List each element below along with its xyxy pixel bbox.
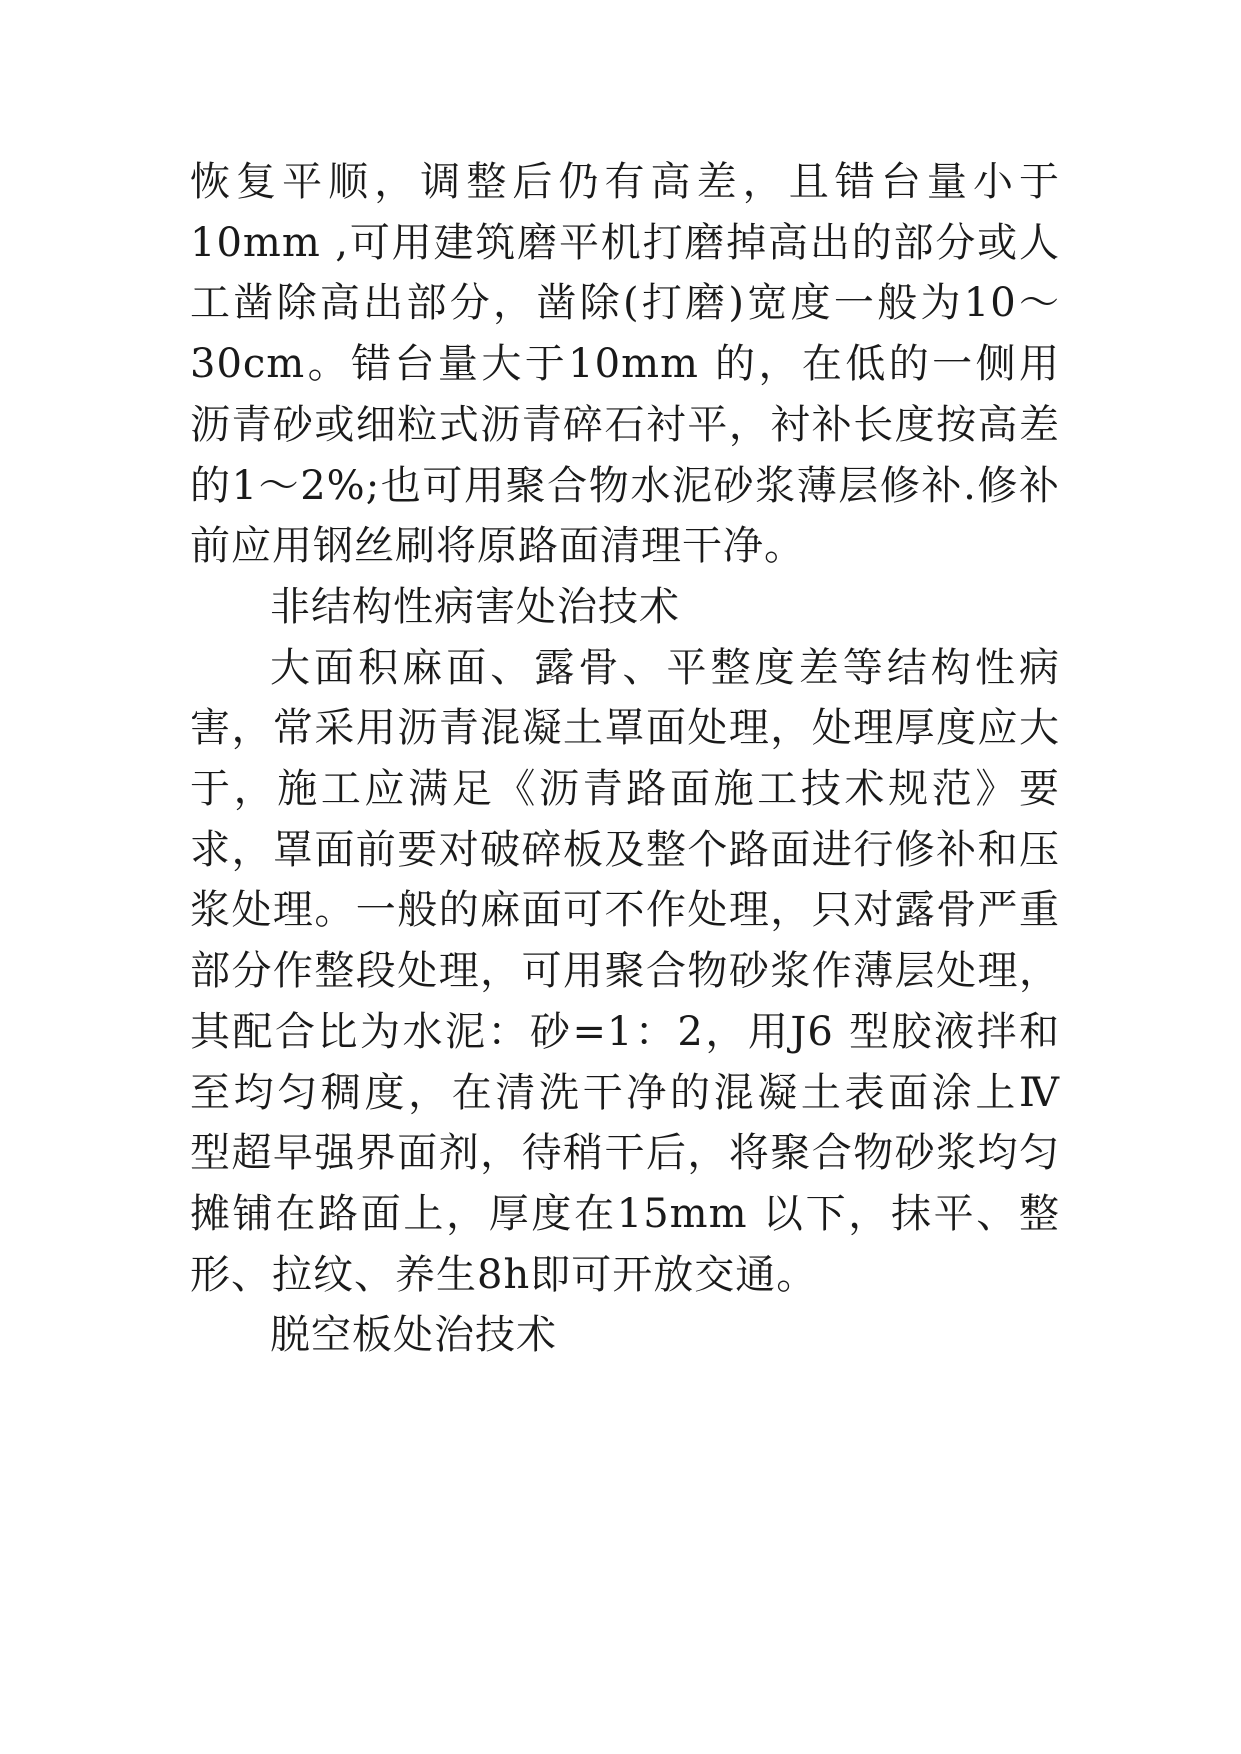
body-paragraph-continued: 恢复平顺，调整后仍有高差，且错台量小于10mm ,可用建筑磨平机打磨掉高出的部分或人工凿除高出部分，凿除(打磨)宽度一般为10～30cm。错台量大于10mm 的，在低的一侧用沥青砂或细粒式沥青碎石衬平，衬补长度按高差的1～2%;也可用聚合物水泥砂浆薄层修补.修补前应用钢丝刷将原路面清理干净。 [190,159,1060,570]
body-paragraph-nonstructural-treatment: 大面积麻面、露骨、平整度差等结构性病害，常采用沥青混凝土罩面处理，处理厚度应大于，施工应满足《沥青路面施工技术规范》要求，罩面前要对破碎板及整个路面进行修补和压浆处理。一般的麻面可不作处理，只对露骨严重部分作整段处理，可用聚合物砂浆作薄层处理，其配合比为水泥：砂=1：2，用J6 型胶液拌和至均匀稠度，在清洗干净的混凝土表面涂上Ⅳ 型超早强界面剂，待稍干后，将聚合物砂浆均匀摊铺在路面上，厚度在15mm 以下，抹平、整形、拉纹、养生8h即可开放交通。 [190,644,1060,1298]
section-heading-nonstructural-defects: 非结构性病害处治技术 [270,583,680,630]
section-heading-void-slab: 脱空板处治技术 [270,1312,557,1359]
document-body [190,152,1060,1366]
